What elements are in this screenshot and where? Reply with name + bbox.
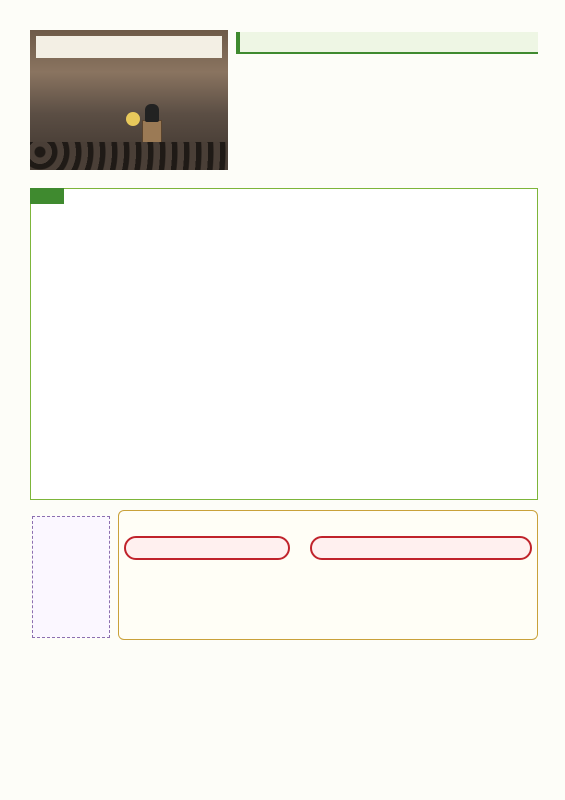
audience bbox=[30, 142, 228, 170]
resolution-label-tab bbox=[30, 188, 64, 204]
minister-award-badge bbox=[310, 536, 532, 560]
photo-banner bbox=[36, 36, 222, 58]
convention-photo bbox=[30, 30, 228, 170]
resolution-items bbox=[293, 207, 531, 225]
awards-title-wrap bbox=[250, 512, 400, 530]
speaker bbox=[145, 104, 159, 122]
governor-award-badge bbox=[124, 536, 290, 560]
correction-box bbox=[32, 516, 110, 638]
resolution-box bbox=[30, 188, 538, 500]
flowers bbox=[126, 112, 140, 126]
header-title-bar bbox=[236, 32, 538, 54]
